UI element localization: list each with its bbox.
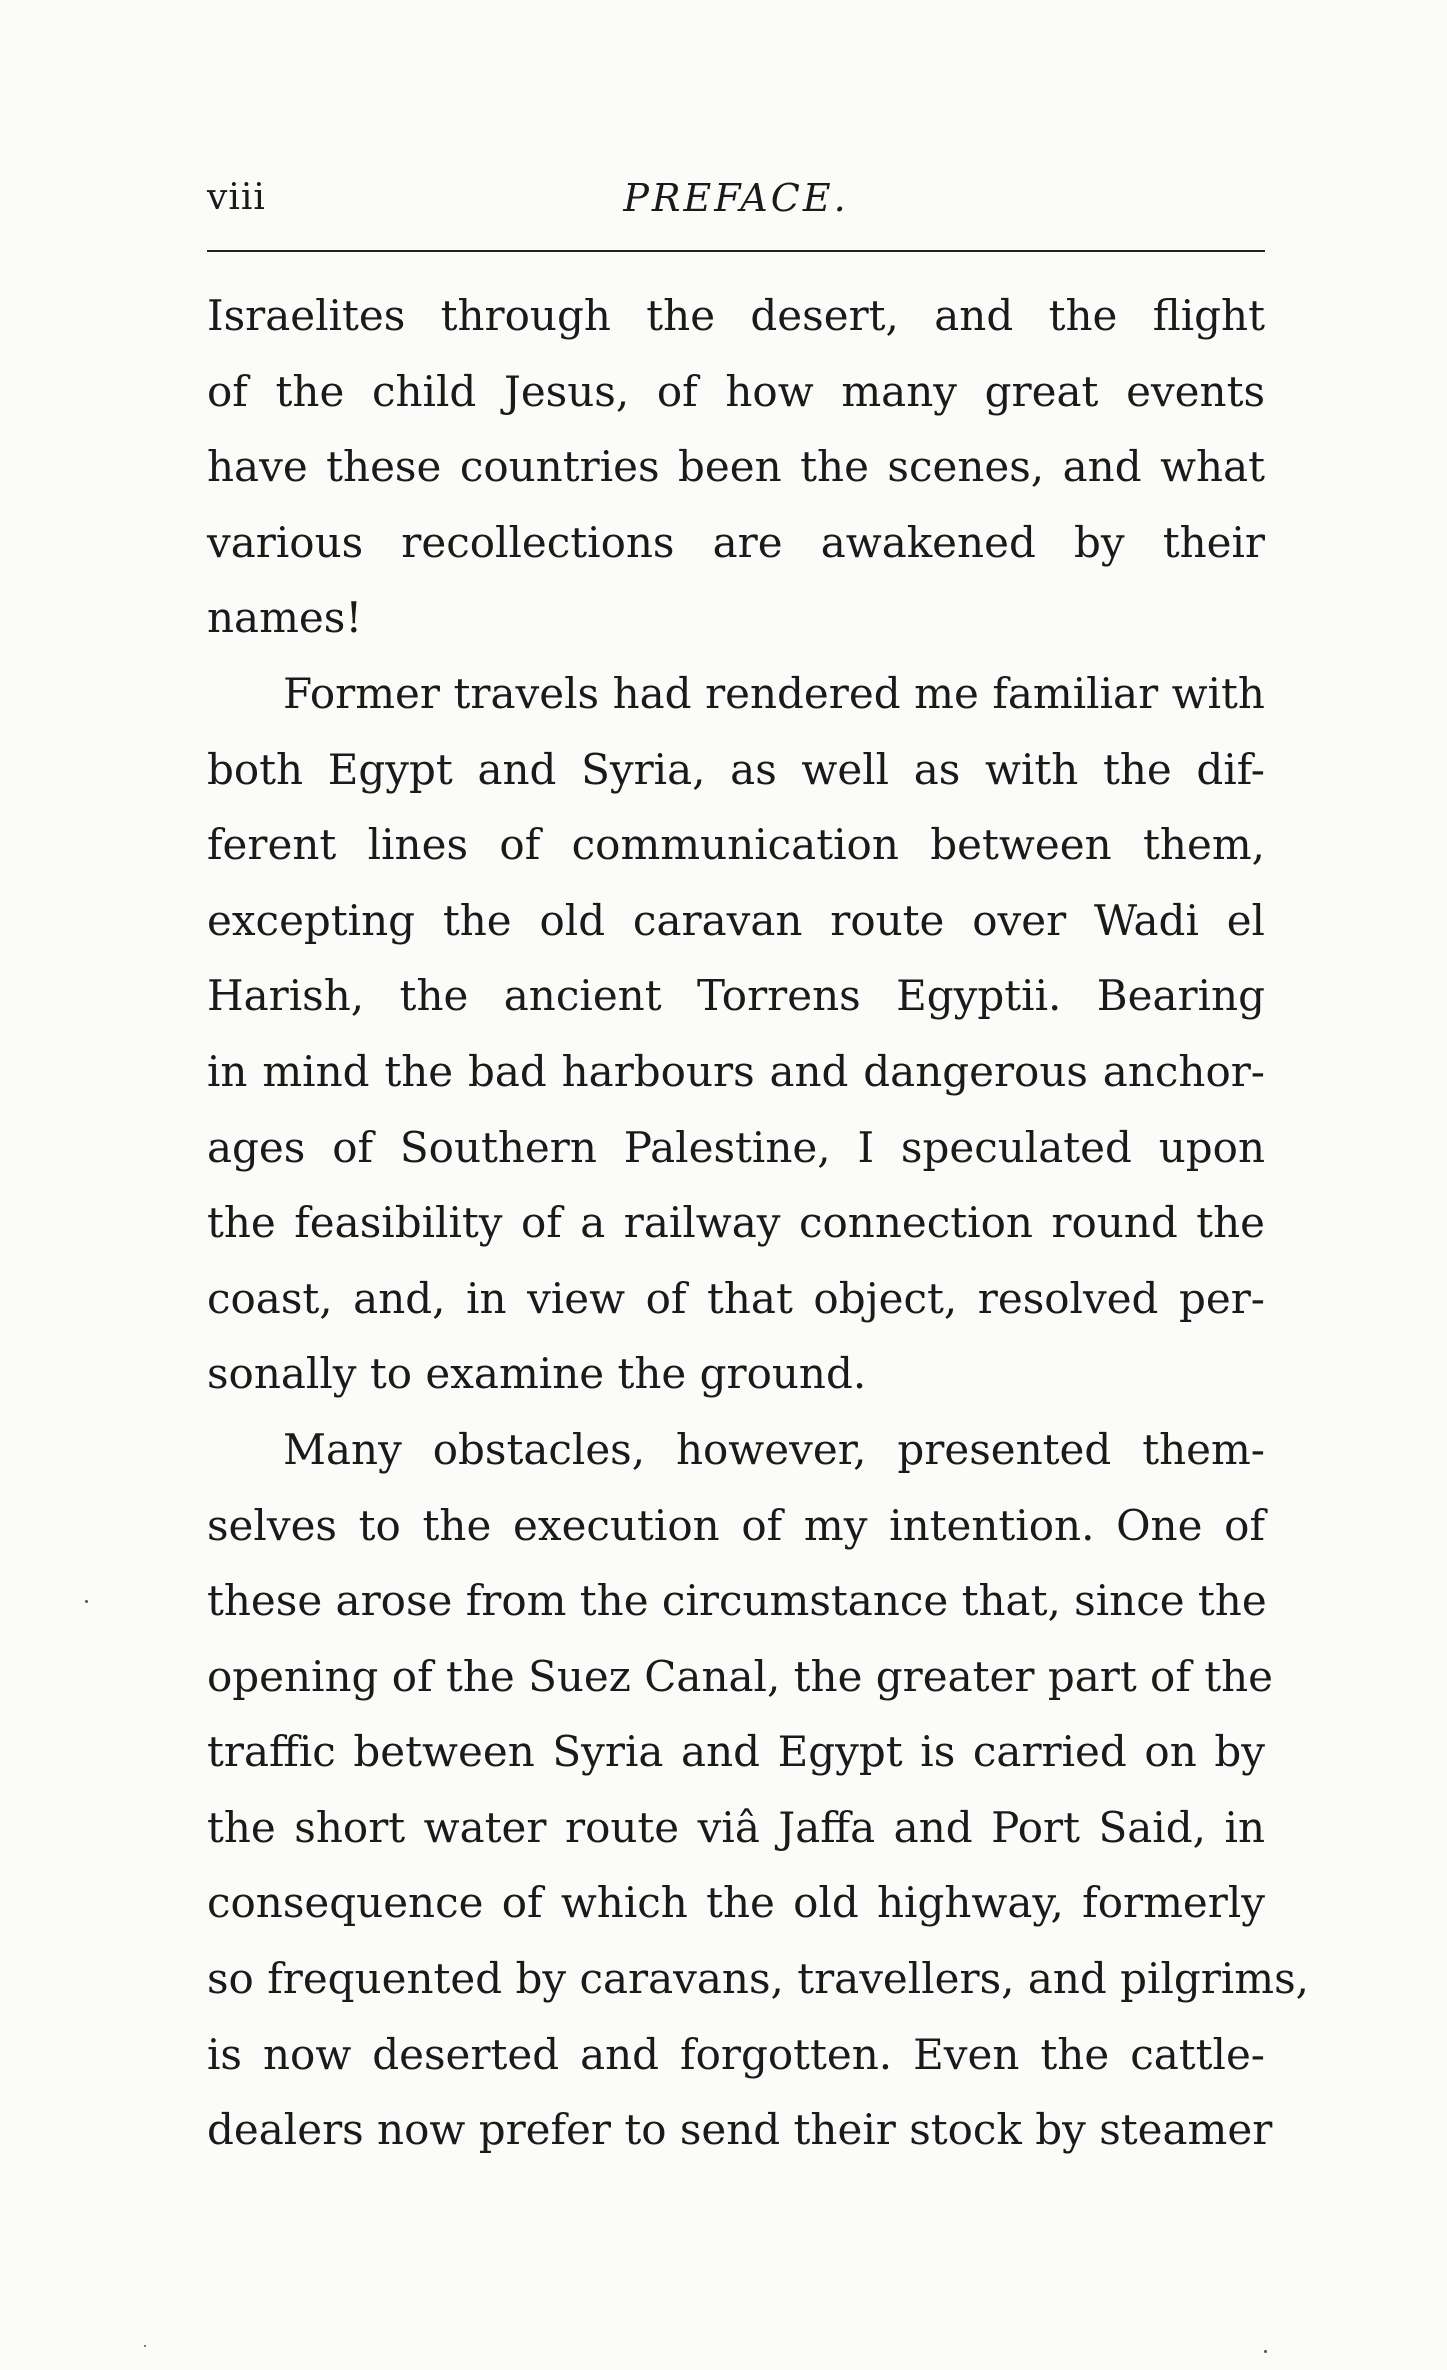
text-line: the short water route viâ Jaffa and Port Said, in [207, 1802, 1265, 1852]
text-line: Israelites through the desert, and the flight [207, 291, 1265, 340]
text-line: dealers now prefer to send their stock by steamer [207, 2105, 1273, 2155]
page-header [207, 168, 1265, 228]
text-line: opening of the Suez Canal, the greater part of the [207, 1651, 1274, 1701]
text-line: is now deserted and forgotten. Even the cattle- [207, 2029, 1265, 2079]
text-line: sonally to examine the ground. [207, 1349, 867, 1399]
text-line: the feasibility of a railway connection round the [207, 1198, 1265, 1248]
paragraph-start-line: Many obstacles, however, presented them- [283, 1424, 1265, 1474]
text-line: coast, and, in view of that object, resolved per- [207, 1273, 1265, 1323]
running-title: PREFACE. [623, 176, 849, 220]
text-line: so frequented by caravans, travellers, and pilgrims, [207, 1954, 1310, 2004]
text-line: these arose from the circumstance that, since the [207, 1576, 1267, 1626]
text-line: Harish, the ancient Torrens Egyptii. Bearing [207, 971, 1265, 1021]
text-line: ferent lines of communication between them, [207, 820, 1265, 870]
preface-text [207, 278, 1310, 2168]
text-line: both Egypt and Syria, as well as with the dif- [207, 744, 1265, 794]
text-line: of the child Jesus, of how many great events [207, 366, 1265, 416]
paper-speck [144, 2345, 146, 2347]
text-line: have these countries been the scenes, and what [207, 442, 1265, 492]
paragraph-start-line: Former travels had rendered me familiar with [283, 668, 1265, 718]
text-line: excepting the old caravan route over Wadi el [207, 895, 1265, 945]
text-line: in mind the bad harbours and dangerous anchor- [207, 1046, 1265, 1096]
text-line: consequence of which the old highway, formerly [207, 1878, 1265, 1928]
page-number: viii [207, 177, 266, 218]
header-rule [207, 250, 1265, 252]
text-line: traffic between Syria and Egypt is carried on by [207, 1727, 1265, 1777]
paper-speck [85, 1600, 88, 1603]
text-line: selves to the execution of my intention. One of [207, 1500, 1265, 1550]
paper-speck [1264, 2350, 1267, 2353]
text-line: names! [207, 593, 363, 643]
text-line: ages of Southern Palestine, I speculated upon [207, 1122, 1265, 1172]
text-line: various recollections are awakened by their [207, 517, 1265, 567]
